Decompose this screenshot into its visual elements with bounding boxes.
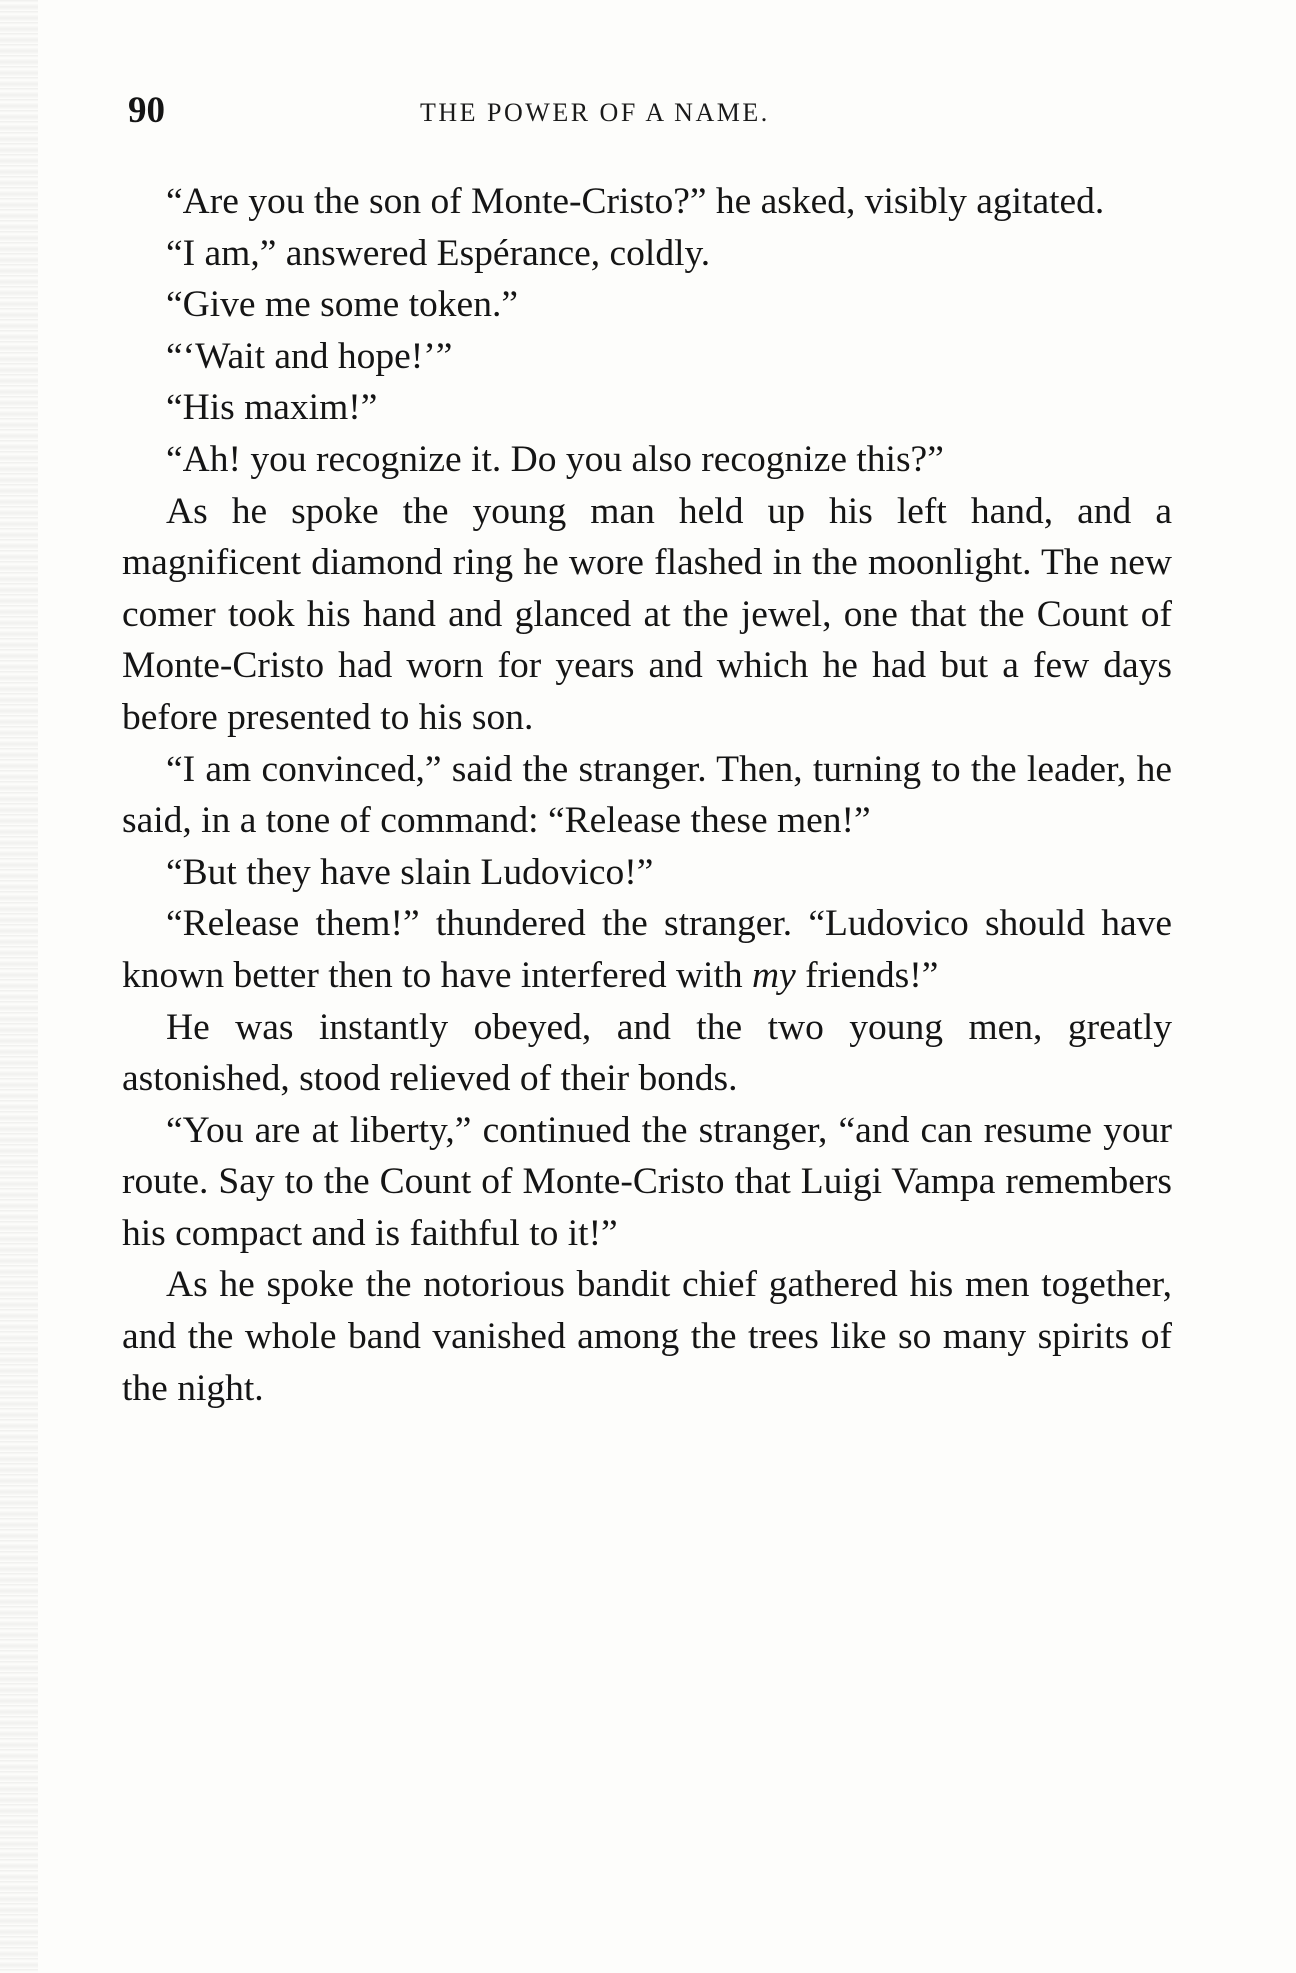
emphasized-word: my: [752, 954, 796, 996]
paragraph-text: “Release them!” thundered the stranger. “Ludovico should have known better then to have interfered with: [122, 903, 1172, 996]
page-header: [128, 88, 1168, 138]
paragraph: As he spoke the notorious bandit chief gathered his men together, and the whole band vanished among the trees like so many spirits of the night.: [122, 1264, 1172, 1409]
paragraph: “I am,” answered Espérance, coldly.: [166, 232, 711, 274]
paragraph-text: friends!”: [795, 954, 939, 996]
paragraph: “But they have slain Ludovico!”: [166, 851, 654, 893]
paragraph: He was instantly obeyed, and the two young men, greatly astonished, stood relieved of their bonds.: [122, 1006, 1172, 1100]
running-title: THE POWER OF A NAME.: [420, 98, 770, 127]
paragraph: “‘Wait and hope!’”: [166, 335, 453, 377]
paragraph: “You are at liberty,” continued the stranger, “and can resume your route. Say to the Count of Monte-Cristo that Luigi Vampa remembers his compact and is faithful to it!”: [122, 1109, 1172, 1254]
paragraph: “His maxim!”: [166, 387, 378, 429]
paragraph: “Give me some token.”: [166, 284, 518, 326]
paragraph: “Are you the son of Monte-Cristo?” he asked, visibly agitated.: [166, 181, 1105, 222]
body-text: [122, 176, 1172, 1414]
paragraph: [122, 898, 1172, 1001]
paragraph: “I am convinced,” said the stranger. Then, turning to the leader, he said, in a tone of command: “Release these men!”: [122, 748, 1172, 842]
page-number: 90: [128, 90, 165, 131]
paragraph: “Ah! you recognize it. Do you also recognize this?”: [166, 438, 944, 480]
paragraph: As he spoke the young man held up his left hand, and a magnificent diamond ring he wore flashed in the moonlight. The new comer took his hand and glanced at the jewel, one that the Count of Monte-Cristo had worn for years and which he had but a few days before presented to his son.: [122, 490, 1172, 738]
page-edge-shading: [0, 0, 38, 1973]
